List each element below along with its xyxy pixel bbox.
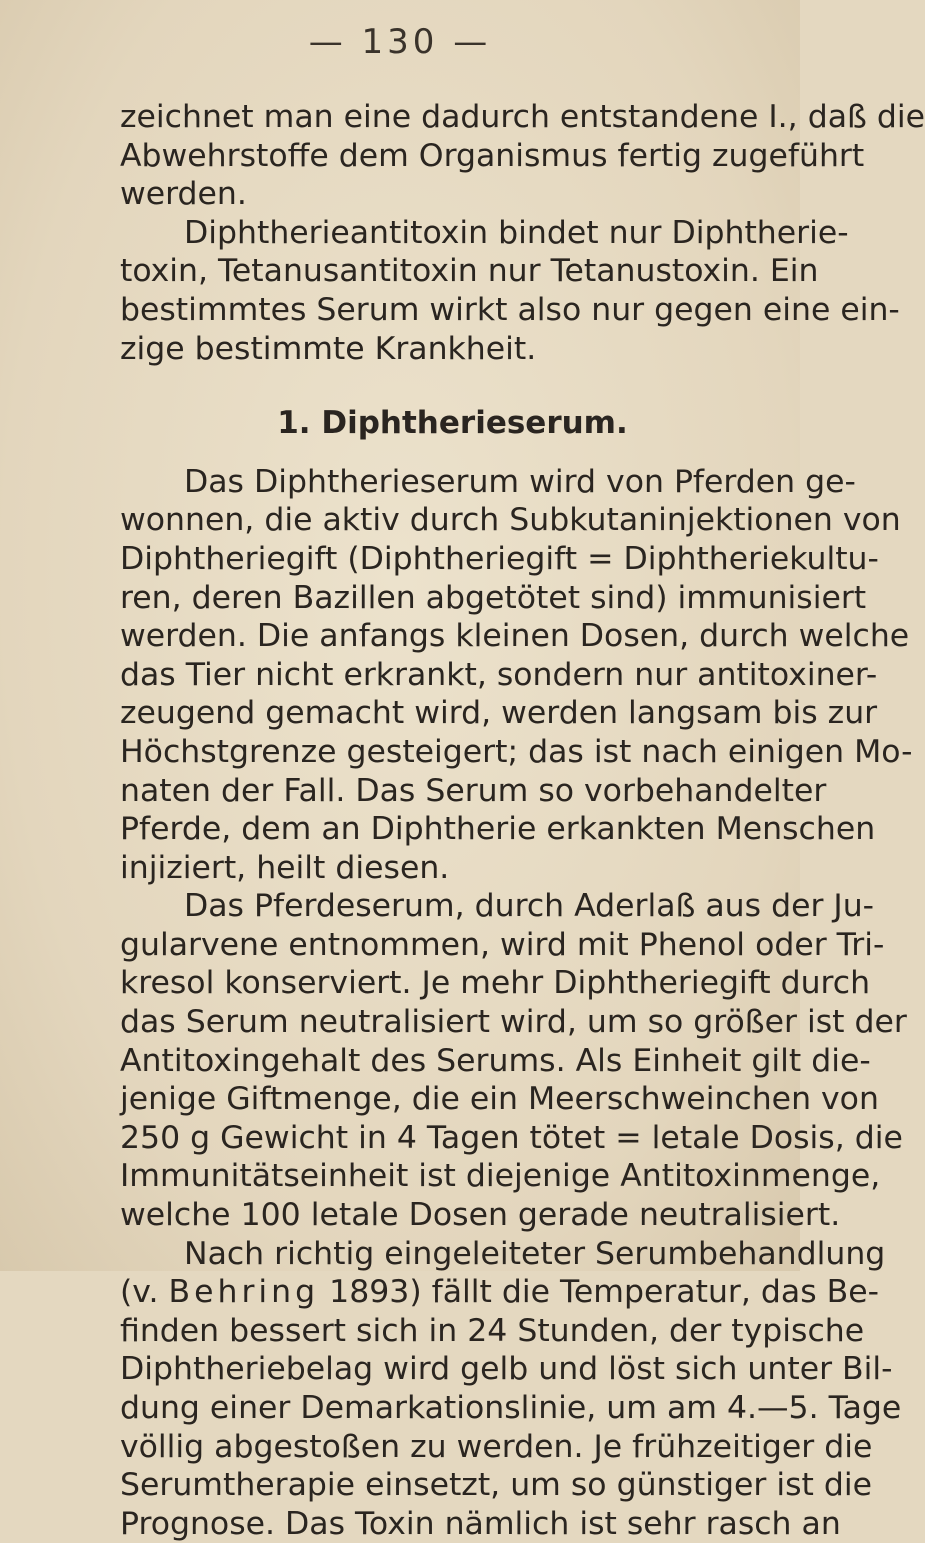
- text-line: Diphtheriebelag wird gelb und löst sich unter Bil-: [120, 1351, 893, 1388]
- text-line: Abwehrstoffe dem Organismus fertig zugeführt: [120, 137, 865, 174]
- text-line: ren, deren Bazillen abgetötet sind) immunisiert: [120, 579, 867, 616]
- text-line: naten der Fall. Das Serum so vorbehandelter: [120, 772, 827, 809]
- section-heading: 1. Diphtherieserum.: [277, 405, 628, 442]
- paragraph-serum-therapy: [120, 1235, 902, 1543]
- text-line: wonnen, die aktiv durch Subkutaninjektionen von: [120, 502, 901, 539]
- text-line: Immunitätseinheit ist diejenige Antitoxinmenge,: [120, 1158, 881, 1195]
- paragraph-continuation: [120, 98, 925, 214]
- text-line: bestimmtes Serum wirkt also nur gegen eine ein-: [120, 291, 900, 328]
- text-line: dung einer Demarkationslinie, um am 4.—5. Tage: [120, 1390, 902, 1426]
- text-line: Serumtherapie einsetzt, um so günstiger ist die: [120, 1467, 873, 1504]
- text-line: Höchstgrenze gesteigert; das ist nach einigen Mo-: [120, 733, 913, 770]
- text-line: Das Diphtherieserum wird von Pferden ge-: [184, 463, 856, 500]
- text-line: zeugend gemacht wird, werden langsam bis zur: [120, 695, 878, 732]
- text-line: zige bestimmte Krankheit.: [120, 330, 537, 367]
- page-number: — 130 —: [308, 22, 492, 62]
- text-line: jenige Giftmenge, die ein Meerschweinchen von: [120, 1081, 879, 1118]
- paragraph-serum-specificity: [120, 214, 900, 368]
- paragraph-serum-conservation: [120, 887, 907, 1234]
- text-line: toxin, Tetanusantitoxin nur Tetanustoxin. Ein: [120, 253, 819, 290]
- text-line: zeichnet man eine dadurch entstandene I., daß die: [120, 99, 925, 135]
- text-line: Diphtheriegift (Diphtheriegift = Diphtheriekultu-: [120, 540, 879, 577]
- text-line: kresol konserviert. Je mehr Diphtheriegift durch: [120, 965, 871, 1002]
- text-line: Nach richtig eingeleiteter Serumbehandlung: [184, 1235, 886, 1272]
- author-name: Behring: [168, 1274, 320, 1311]
- text-fragment: (v.: [120, 1274, 159, 1311]
- text-fragment: 1893) fällt die Temperatur, das Be-: [329, 1274, 879, 1311]
- text-line: Prognose. Das Toxin nämlich ist sehr rasch an: [120, 1505, 841, 1542]
- text-line: werden.: [120, 176, 247, 213]
- text-line: Pferde, dem an Diphtherie erkankten Menschen: [120, 811, 876, 848]
- text-line: Das Pferdeserum, durch Aderlaß aus der Ju-: [184, 888, 875, 925]
- text-line: 250 g Gewicht in 4 Tagen tötet = letale Dosis, die: [120, 1119, 903, 1156]
- text-line: [120, 1273, 879, 1312]
- text-line: finden bessert sich in 24 Stunden, der typische: [120, 1312, 865, 1349]
- text-line: das Tier nicht erkrankt, sondern nur antitoxiner-: [120, 656, 878, 693]
- text-line: völlig abgestoßen zu werden. Je frühzeitiger die: [120, 1428, 873, 1465]
- text-line: das Serum neutralisiert wird, um so größer ist der: [120, 1004, 907, 1041]
- text-line: Antitoxingehalt des Serums. Als Einheit gilt die-: [120, 1042, 871, 1079]
- text-line: injiziert, heilt diesen.: [120, 849, 450, 886]
- body-text: [120, 98, 925, 1543]
- paragraph-serum-production: [120, 463, 913, 888]
- text-line: Diphtherieantitoxin bindet nur Diphtherie-: [184, 214, 849, 251]
- text-line: welche 100 letale Dosen gerade neutralisiert.: [120, 1197, 841, 1234]
- text-line: gularvene entnommen, wird mit Phenol oder Tri-: [120, 926, 885, 963]
- text-line: werden. Die anfangs kleinen Dosen, durch welche: [120, 618, 910, 655]
